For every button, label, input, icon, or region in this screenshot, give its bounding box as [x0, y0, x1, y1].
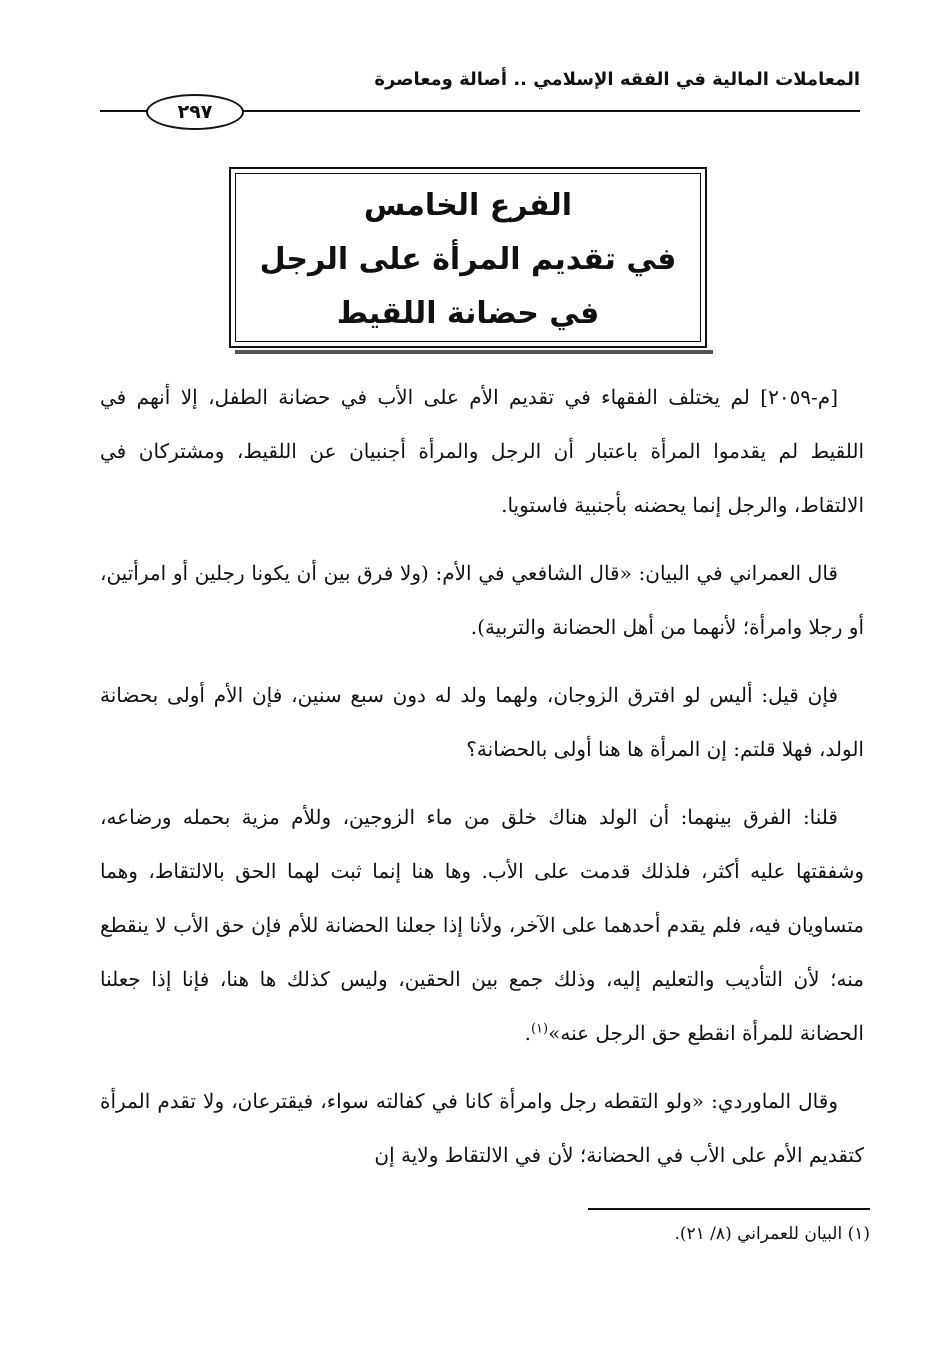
section-title — [231, 179, 705, 341]
section-title-line-2: في تقديم المرأة على الرجل — [259, 242, 677, 277]
paragraph-1: [م-٢٠٥٩] لم يختلف الفقهاء في تقديم الأم على الأب في حضانة الطفل، إلا أنهم في اللقيط لم يقدموا المرأة باعتبار أن الرجل والمرأة أجنبيان عن اللقيط، ومشتركان في الالتقاط، والرجل إنما يحضنه بأجنبية فاستويا. — [100, 385, 864, 517]
paragraph-4-end: . — [524, 1021, 531, 1045]
section-title-line-1: الفرع الخامس — [363, 188, 573, 223]
paragraph-4 — [100, 790, 864, 1060]
section-title-line-3: في حضانة اللقيط — [336, 296, 600, 331]
paragraph-4-text: قلنا: الفرق بينهما: أن الولد هناك خلق من ماء الزوجين، وللأم مزية بحمله ورضاعه، وشفقتها عليه أكثر، فلذلك قدمت على الأب. وها هنا إنما ثبت لهما الحق بالالتقاط، وهما متساويان فيه، فلم يقدم أحدهما على الآخر، ولأنا إذا جعلنا الحضانة للأم فإن حق الأب لا ينقطع منه؛ لأن التأديب والتعليم إليه، وذلك جمع بين الحقين، وليس كذلك ها هنا، فإنا إذا جعلنا الحضانة للمرأة انقطع حق الرجل عنه» — [100, 805, 864, 1045]
body-text — [100, 370, 864, 1196]
paragraph-5: وقال الماوردي: «ولو التقطه رجل وامرأة كانا في كفالته سواء، فيقترعان، ولا تقدم المرأة كتقديم الأم على الأب في الحضانة؛ لأن في الالتقاط ولاية إن — [100, 1089, 864, 1167]
section-title-box — [229, 167, 707, 348]
footnote: (١) البيان للعمراني (٨/ ٢١). — [674, 1224, 870, 1244]
paragraph-2: قال العمراني في البيان: «قال الشافعي في الأم: (ولا فرق بين أن يكونا رجلين أو امرأتين، أو رجلا وامرأة؛ لأنهما من أهل الحضانة والتربية). — [100, 561, 864, 639]
footnote-reference[interactable]: (١) — [530, 1021, 549, 1037]
page-number: ٢٩٧ — [146, 94, 244, 130]
running-header: المعاملات المالية في الفقه الإسلامي .. أصالة ومعاصرة — [374, 69, 860, 90]
footnote-rule — [588, 1208, 870, 1210]
paragraph-3: فإن قيل: أليس لو افترق الزوجان، ولهما ولد له دون سبع سنين، فإن الأم أولى بحضانة الولد، فهلا قلتم: إن المرأة ها هنا أولى بالحضانة؟ — [100, 683, 864, 761]
